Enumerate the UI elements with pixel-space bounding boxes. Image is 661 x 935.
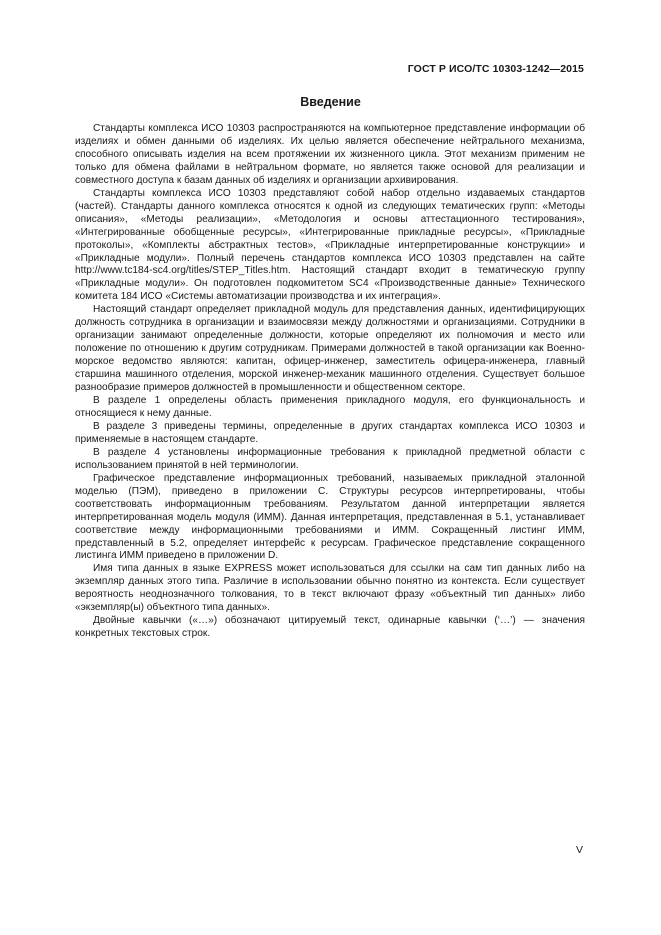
paragraph-5: В разделе 3 приведены термины, определенные в других стандартах комплекса ИСО 10303 и применяемые в настоящем стандарте. xyxy=(75,420,585,445)
paragraph-2: Стандарты комплекса ИСО 10303 представляют собой набор отдельно издаваемых стандартов (частей). Стандарты данного комплекса относятся к одной из следующих тематических групп: «Методы описания», «Методы реализации», «Методология и основы аттестационного тестирования», «Интегрированные обобщенные ресурсы», «Интегрированные прикладные ресурсы», «Прикладные протоколы», «Комплекты абстрактных тестов», «Прикладные интерпретированные конструкции» и «Прикладные модули». Полный перечень стандартов комплекса ИСО 10303 представлен на сайте http://www.tc184-sc4.org/titles/STEP_Titles.htm. Настоящий стандарт входит в тематическую группу «Прикладные модули». Он подготовлен подкомитетом SC4 «Производственные данные» Технического комитета 184 ИСО «Системы автоматизации производства и их интеграция». xyxy=(75,187,585,303)
paragraph-7: Графическое представление информационных требований, называемых прикладной эталонной моделью (ПЭМ), приведено в приложении С. Структуры ресурсов интерпретированы, чтобы соответствовать информационным требованиям. Результатом данной интерпретации является интерпретированная модель модуля (ИММ). Данная интерпретация, представленная в 5.1, устанавливает соответствие между информационными требованиями и ИММ. Сокращенный листинг ИММ, представленный в 5.2, определяет интерфейс к ресурсам. Графическое представление сокращенного листинга ИММ приведено в приложении D. xyxy=(75,472,585,562)
paragraph-9: Двойные кавычки («…») обозначают цитируемый текст, одинарные кавычки (‘…’) — значения конкретных текстовых строк. xyxy=(75,615,585,640)
paragraph-6: В разделе 4 установлены информационные требования к прикладной предметной области с использованием принятой в ней терминологии. xyxy=(75,446,585,471)
paragraph-1: Стандарты комплекса ИСО 10303 распространяются на компьютерное представление информации об изделиях и обмен данными об изделиях. Их целью является обеспечение нейтрального механизма, способного описывать изделия на всем протяжении их жизненного цикла. Этот механизм применим не только для обмена файлами в нейтральном формате, но является также основой для реализации и совместного доступа к базам данных об изделиях и организации архивирования. xyxy=(75,123,585,186)
paragraph-8: Имя типа данных в языке EXPRESS может использоваться для ссылки на сам тип данных либо на экземпляр данных этого типа. Различие в использовании обычно понятно из контекста. Если существует вероятность неоднозначного толкования, то в текст включают фразу «объектный тип данных» либо «экземпляр(ы) объектного типа данных». xyxy=(75,563,585,614)
body-text xyxy=(75,123,585,641)
page-number: V xyxy=(575,844,583,856)
paragraph-4: В разделе 1 определены область применения прикладного модуля, его функциональность и относящиеся к нему данные. xyxy=(75,395,585,419)
document-code: ГОСТ Р ИСО/ТС 10303-1242—2015 xyxy=(407,63,584,75)
paragraph-3: Настоящий стандарт определяет прикладной модуль для представления данных, идентифицирующих должность сотрудника в организации и взаимосвязи между должностями и организациями. Сотрудники в организации занимают определенные должности, которые определяют их полномочия и место или положение по отношению к другим сотрудникам. Примерами должностей в такой организации как Военно-морское ведомство являются: капитан, офицер-инженер, заместитель офицера-инженера, главный старшина машинного отделения, морской инженер-механик машинного отделения. Существует большое разнообразие примеров должностей в промышленности и общественном секторе. xyxy=(75,304,585,394)
section-title: Введение xyxy=(300,95,361,109)
